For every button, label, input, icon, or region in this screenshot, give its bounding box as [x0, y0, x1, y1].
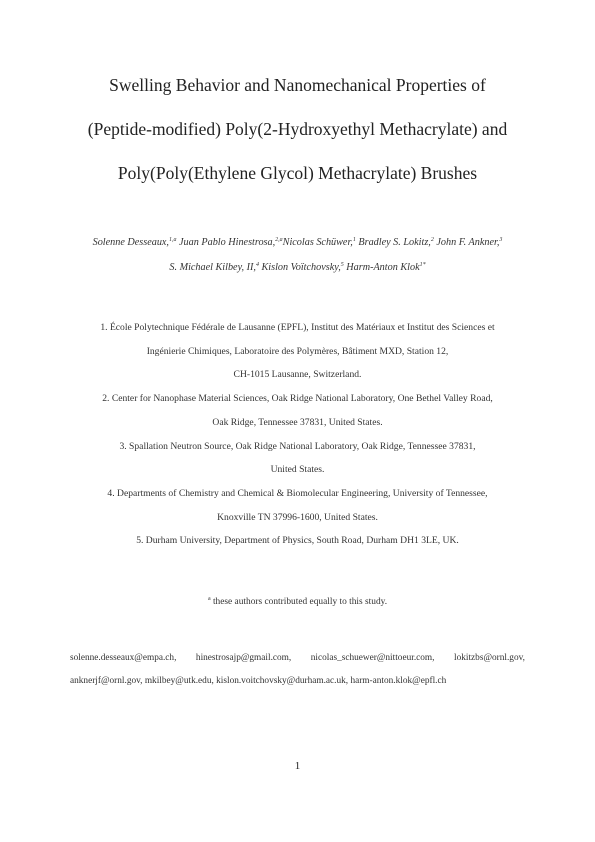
affiliation-line: 1. École Polytechnique Fédérale de Lausanne (EPFL), Institut des Matériaux et Institut des Sciences et [100, 322, 495, 333]
affiliation-list [40, 316, 555, 553]
author-affiliation-mark: 5 [340, 262, 344, 268]
email-link[interactable]: nicolas_schuewer@nittoeur.com, [310, 653, 435, 663]
affiliation-line: CH-1015 Lausanne, Switzerland. [233, 369, 362, 381]
page-number: 1 [294, 760, 301, 772]
author-affiliation-mark: 1* [419, 262, 426, 268]
author-name: Harm-Anton Klok [346, 262, 420, 273]
author-name: Bradley S. Lokitz, [358, 237, 431, 248]
affiliation-line: Oak Ridge, Tennessee 37831, United States. [212, 416, 383, 428]
author-line [30, 254, 565, 279]
author-name: S. Michael Kilbey, II, [169, 262, 256, 273]
affiliation-line: United States. [270, 464, 325, 476]
affiliation-line: 3. Spallation Neutron Source, Oak Ridge National Laboratory, Oak Ridge, Tennessee 37831, [119, 440, 476, 452]
email-link[interactable]: hinestrosajp@gmail.com, [195, 653, 292, 663]
title-line: Poly(Poly(Ethylene Glycol) Methacrylate) Brushes [117, 163, 478, 183]
author-name: John F. Ankner, [436, 237, 500, 248]
author-affiliation-mark: 2 [430, 237, 434, 243]
email-link[interactable]: solenne.desseaux@empa.ch, [70, 653, 177, 663]
email-list [70, 647, 525, 693]
equal-contribution-note [0, 596, 595, 607]
author-name: Nicolas Schüwer, [282, 237, 353, 248]
email-row[interactable]: anknerjf@ornl.gov, mkilbey@utk.edu, kislon.voitchovsky@durham.ac.uk, harm-anton.klok@epfl.ch [70, 676, 447, 686]
author-name: Solenne Desseaux, [92, 237, 169, 248]
author-affiliation-mark: 2,a [275, 237, 283, 243]
author-affiliation-mark: 1 [352, 237, 356, 243]
affiliation-line: Knoxville TN 37996-1600, United States. [217, 511, 378, 523]
author-affiliation-mark: 4 [255, 262, 259, 268]
affiliation-line: 5. Durham University, Department of Physics, South Road, Durham DH1 3LE, UK. [136, 535, 459, 547]
title-line: Swelling Behavior and Nanomechanical Properties of [109, 75, 486, 95]
author-name: Juan Pablo Hinestrosa, [179, 237, 276, 248]
title-line: (Peptide-modified) Poly(2-Hydroxyethyl Methacrylate) and [87, 119, 508, 139]
email-row [70, 647, 525, 670]
author-affiliation-mark: 1,a [168, 237, 177, 243]
affiliation-line: 4. Departments of Chemistry and Chemical & Biomolecular Engineering, University of Tennessee, [107, 487, 488, 499]
author-name: Kislon Voïtchovsky, [261, 262, 341, 273]
footnote-mark: a [207, 596, 211, 602]
email-link[interactable]: lokitzbs@ornl.gov, [454, 653, 525, 663]
affiliation-line: 2. Center for Nanophase Material Sciences, Oak Ridge National Laboratory, One Bethel Valley Road, [102, 393, 493, 405]
affiliation-line: Ingénierie Chimiques, Laboratoire des Polymères, Bâtiment MXD, Station 12, [146, 345, 449, 357]
author-affiliation-mark: 3 [499, 237, 503, 243]
author-line [30, 229, 565, 254]
author-list [30, 229, 565, 279]
paper-title [40, 63, 555, 195]
footnote-text: these authors contributed equally to this study. [210, 597, 388, 607]
